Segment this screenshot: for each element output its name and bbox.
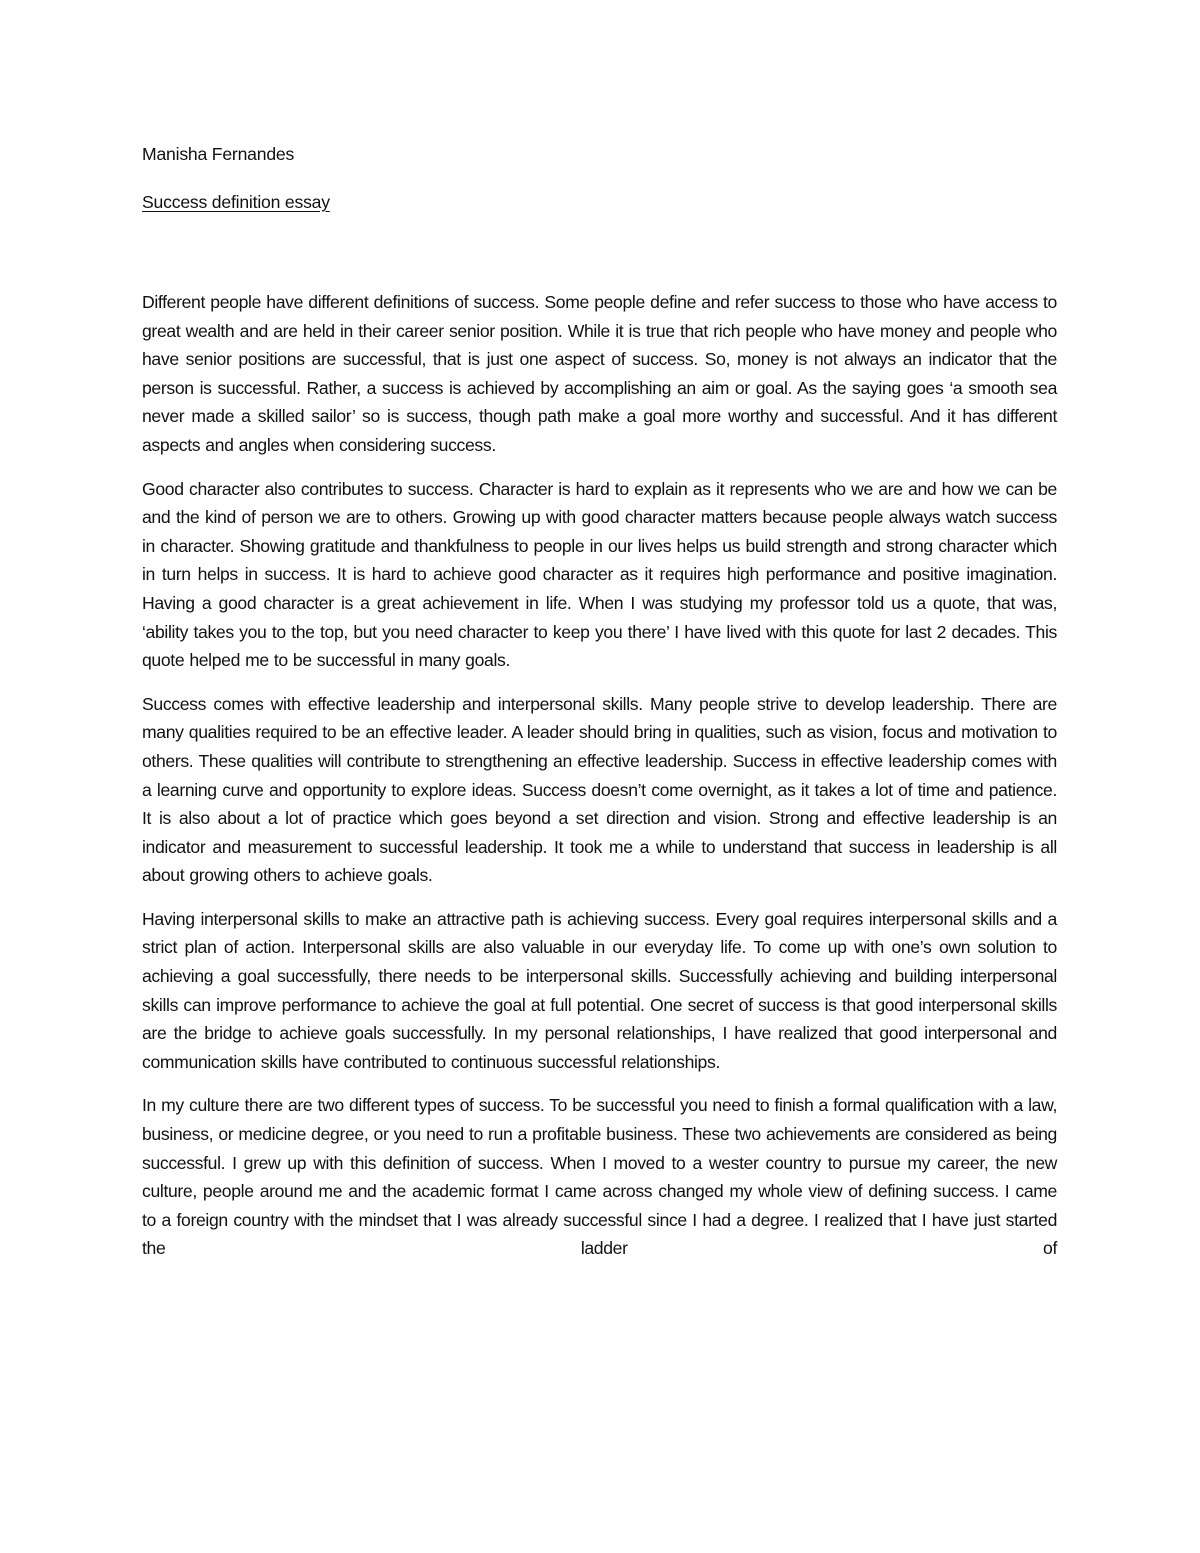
paragraph-culture: In my culture there are two different types of success. To be successful you need to finish a formal qualification with a law, business, or medicine degree, or you need to run a profitable business. These two achievements are considered as being successful. I grew up with this definition of success. When I moved to a wester country to pursue my career, the new culture, people around me and the academic format I came across changed my whole view of defining success. I came to a foreign country with the mindset that I was already successful since I had a degree. I realized that I have just started the ladder of <box>142 1095 1057 1259</box>
essay-title: Success definition essay <box>142 192 330 212</box>
paragraph-definitions: Different people have different definitions of success. Some people define and refer success to those who have access to great wealth and are held in their career senior position. While it is true that rich people who have money and people who have senior positions are successful, that is just one aspect of success. So, money is not always an indicator that the person is successful. Rather, a success is achieved by accomplishing an aim or goal. As the saying goes ‘a smooth sea never made a skilled sailor’ so is success, though path make a goal more worthy and successful. And it has different aspects and angles when considering success. <box>142 292 1057 455</box>
paragraph-leadership: Success comes with effective leadership and interpersonal skills. Many people strive to develop leadership. There are many qualities required to be an effective leader. A leader should bring in qualities, such as vision, focus and motivation to others. These qualities will contribute to strengthening an effective leadership. Success in effective leadership comes with a learning curve and opportunity to explore ideas. Success doesn’t come overnight, as it takes a lot of time and patience. It is also about a lot of practice which goes beyond a set direction and vision. Strong and effective leadership is an indicator and measurement to successful leadership. It took me a while to understand that success in leadership is all about growing others to achieve goals. <box>142 693 1057 886</box>
author-name: Manisha Fernandes <box>142 144 295 164</box>
document-page <box>142 140 1057 1278</box>
paragraph-interpersonal: Having interpersonal skills to make an attractive path is achieving success. Every goal requires interpersonal skills and a strict plan of action. Interpersonal skills are also valuable in our everyday life. To come up with one’s own solution to achieving a goal successfully, there needs to be interpersonal skills. Successfully achieving and building interpersonal skills can improve performance to achieve the goal at full potential. One secret of success is that good interpersonal skills are the bridge to achieve goals successfully. In my personal relationships, I have realized that good interpersonal and communication skills have contributed to continuous successful relationships. <box>142 908 1057 1072</box>
paragraph-character: Good character also contributes to success. Character is hard to explain as it represents who we are and how we can be and the kind of person we are to others. Growing up with good character matters because people always watch success in character. Showing gratitude and thankfulness to people in our lives helps us build strength and strong character which in turn helps in success. It is hard to achieve good character as it requires high performance and positive imagination. Having a good character is a great achievement in life. When I was studying my professor told us a quote, that was, ‘ability takes you to the top, but you need character to keep you there’ I have lived with this quote for last 2 decades. This quote helped me to be successful in many goals. <box>142 478 1057 671</box>
